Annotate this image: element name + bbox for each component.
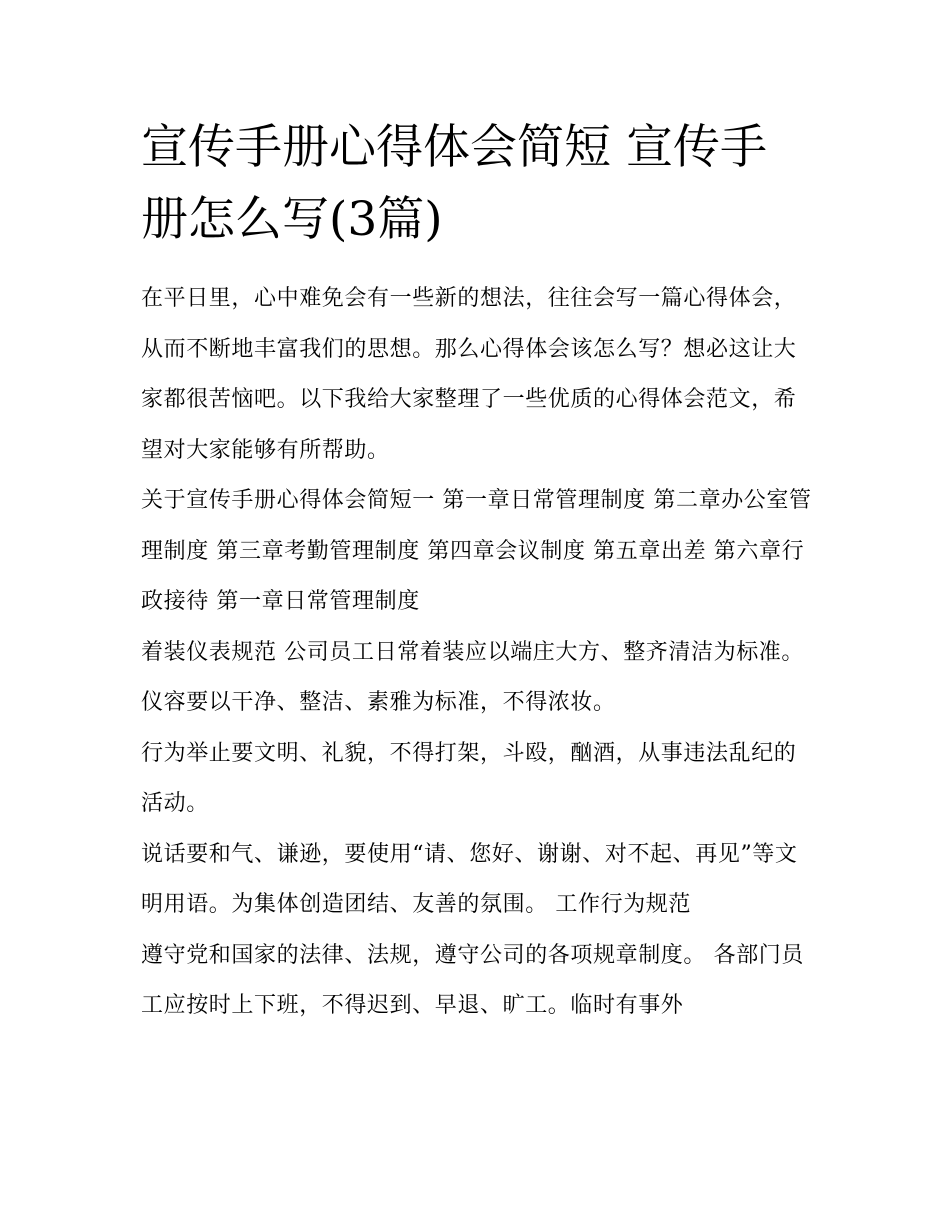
paragraph-intro: 在平日里，心中难免会有一些新的想法，往往会写一篇心得体会，从而不断地丰富我们的思想。那么心得体会该怎么写？想必这让大家都很苦恼吧。以下我给大家整理了一些优质的心得体会范文，希望对大家能够有所帮助。 (141, 286, 797, 463)
paragraph-chapter-list: 关于宣传手册心得体会简短一 第一章日常管理制度 第二章办公室管理制度 第三章考勤管理制度 第四章会议制度 第五章出差 第六章行政接待 第一章日常管理制度 (141, 488, 812, 614)
paragraph-speech: 说话要和气、谦逊，要使用“请、您好、谢谢、对不起、再见”等文明用语。为集体创造团结、友善的氛围。 工作行为规范 (141, 841, 798, 917)
paragraph-rules: 遵守党和国家的法律、法规，遵守公司的各项规章制度。 各部门员工应按时上下班，不得迟到、早退、旷工。临时有事外 (141, 942, 804, 1018)
document-title: 宣传手册心得体会简短 宣传手册怎么写(3篇) (141, 120, 767, 247)
paragraph-dress-code: 着装仪表规范 公司员工日常着装应以端庄大方、整齐清洁为标准。 仪容要以干净、整洁、素雅为标准，不得浓妆。 (141, 639, 804, 715)
paragraph-behavior: 行为举止要文明、礼貌，不得打架，斗殴，酗酒，从事违法乱纪的活动。 (141, 740, 797, 816)
document-body (141, 112, 813, 1032)
